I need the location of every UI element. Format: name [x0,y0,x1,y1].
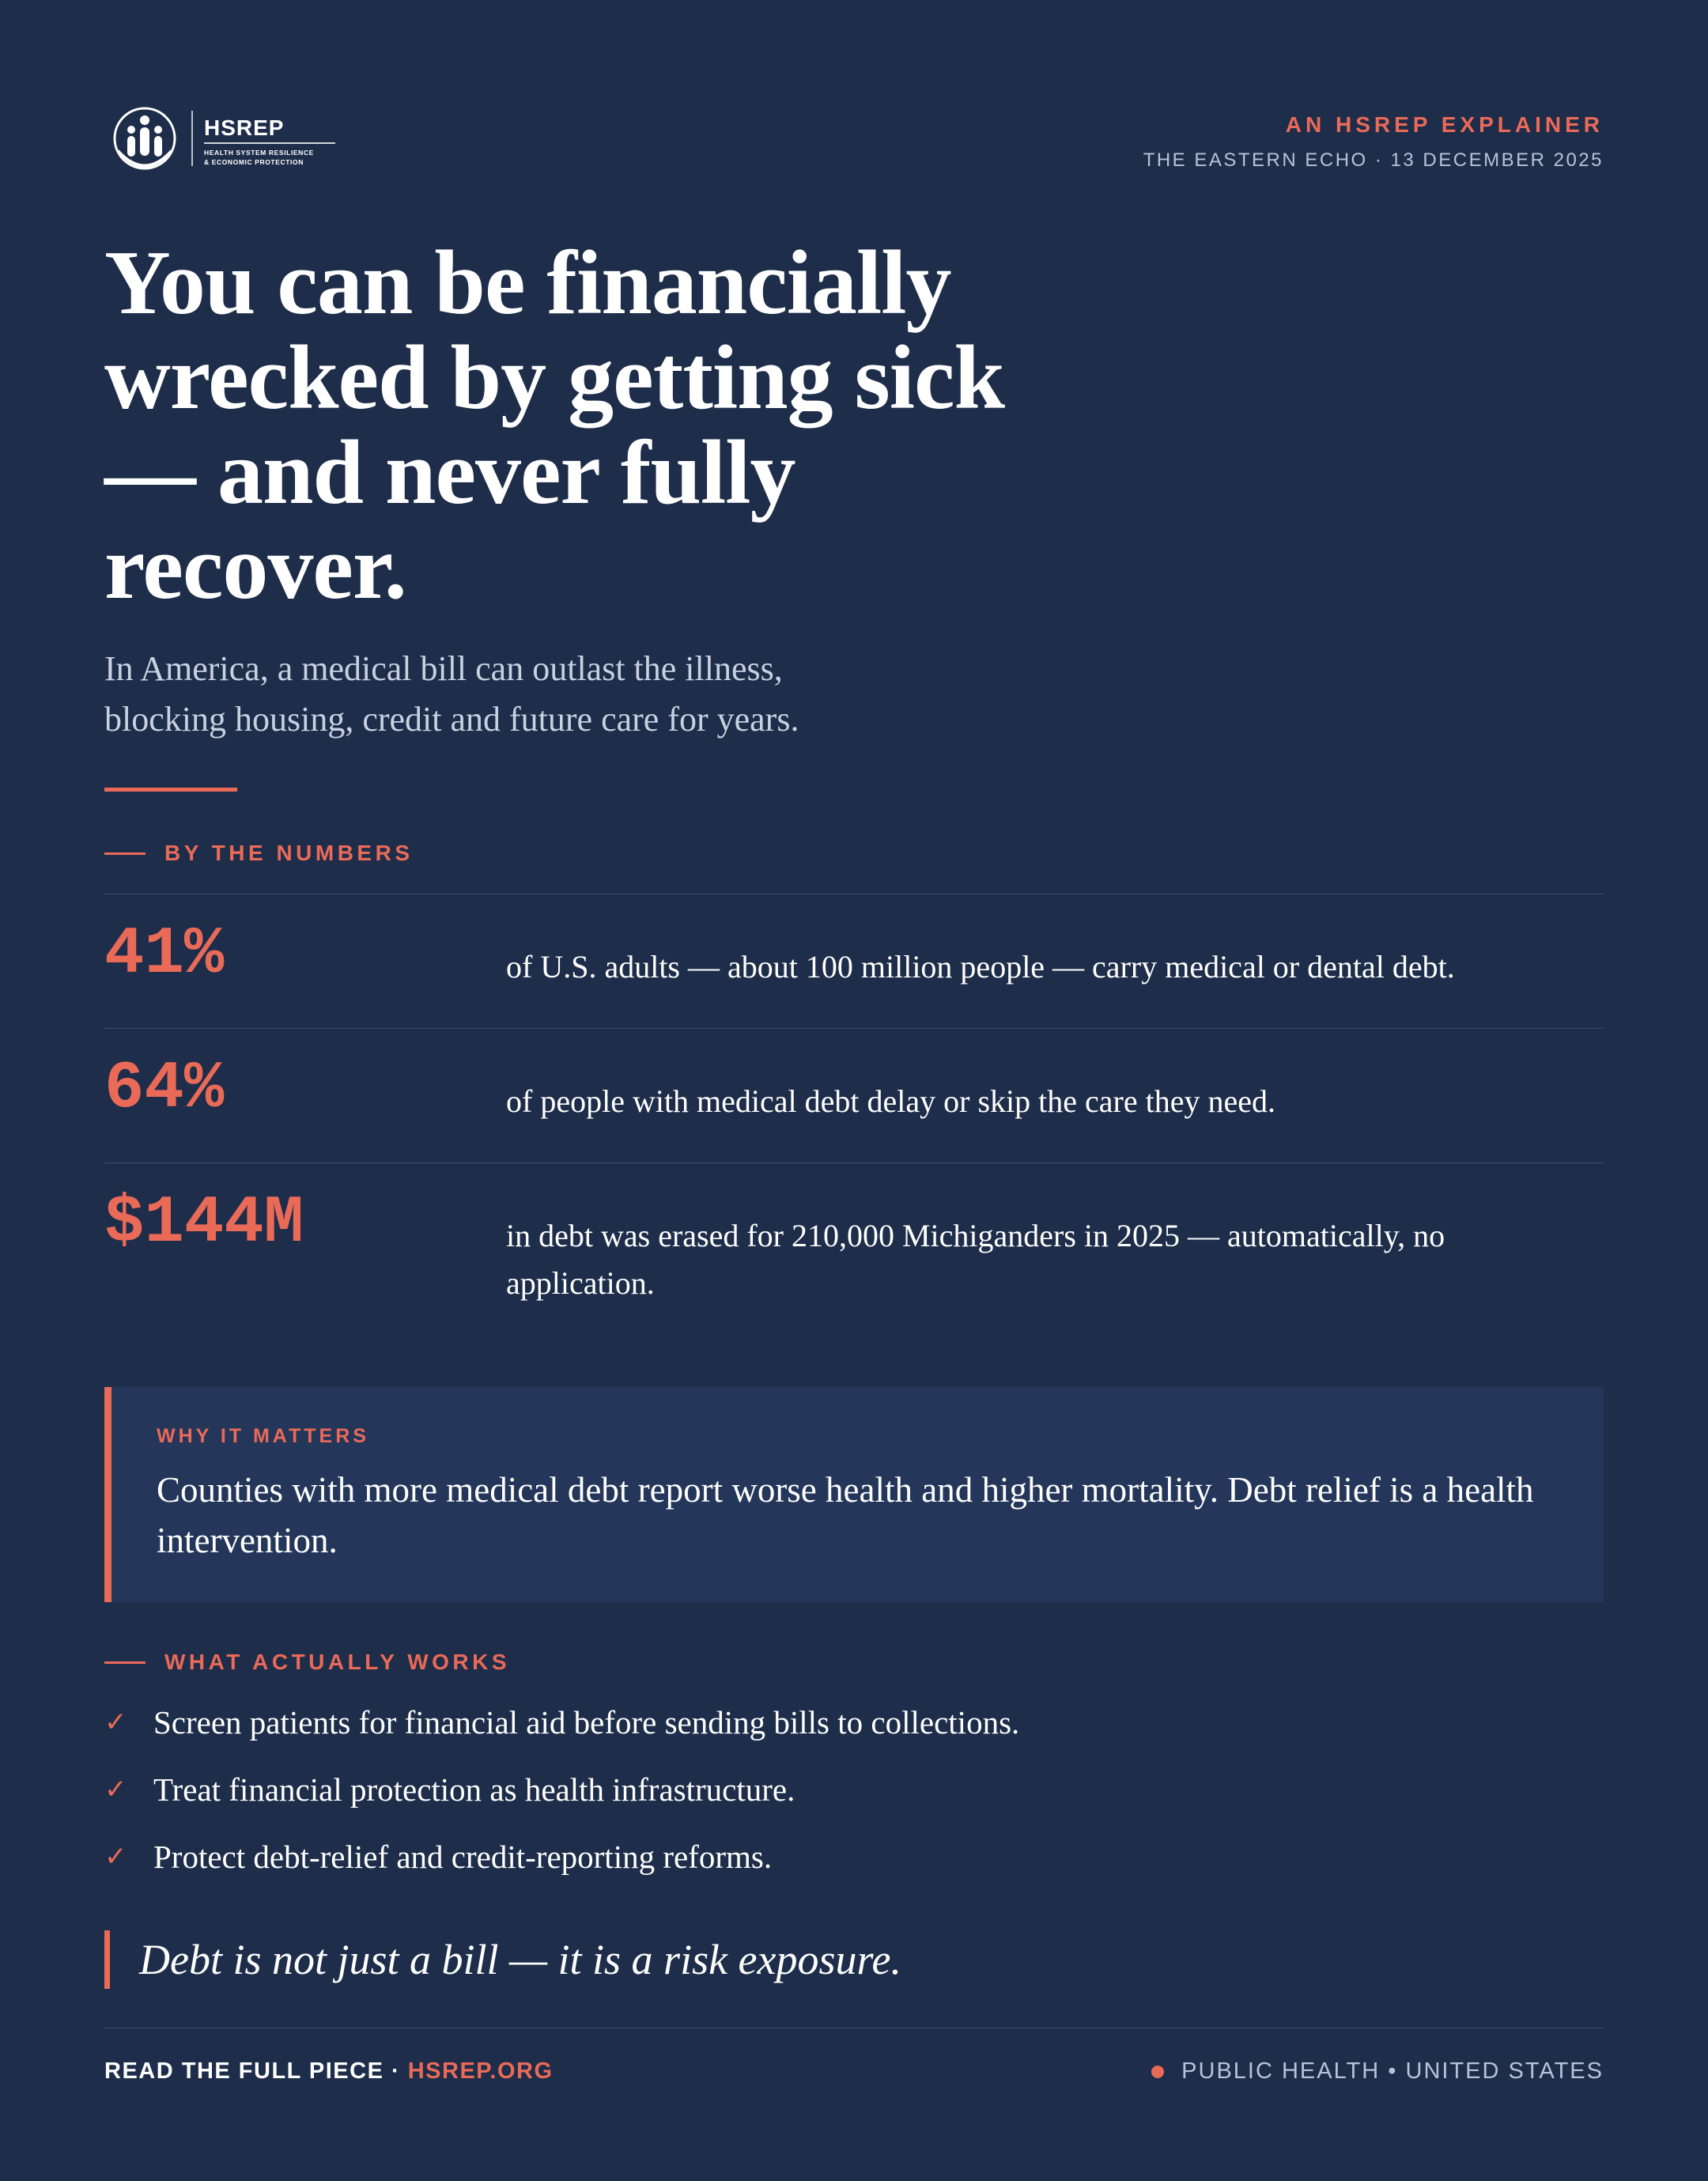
headline [104,232,1132,618]
dek-line-2: blocking housing, credit and future care for years. [104,700,799,739]
section-label-by-the-numbers [104,841,414,866]
headline-line-3: — and never fully [104,422,795,524]
footer-topic-text: PUBLIC HEALTH • UNITED STATES [1181,2058,1604,2084]
logo-tagline-line2: & ECONOMIC PROTECTION [204,158,304,166]
people-in-circle-icon [112,106,177,171]
stat-description: in debt was erased for 210,000 Michiganders in 2025 — automatically, no application. [506,1218,1445,1301]
section-label-what-actually-works [104,1650,510,1675]
logo-divider [191,111,193,166]
checkmark-icon: ✓ [104,1774,127,1805]
callout-accent-bar [104,1387,111,1602]
stat-value: 64% [104,1052,225,1127]
checkmark-icon: ✓ [104,1707,127,1738]
list-item [104,1700,1604,1767]
footer-cta-text: READ THE FULL PIECE · [104,2058,401,2084]
section-dash [104,852,145,855]
why-it-matters-callout [104,1387,1604,1602]
pull-quote [104,1930,1604,1989]
logo-tagline [204,148,314,167]
stat-value: 41% [104,917,225,992]
logo-wordmark: HSREP [204,115,285,140]
headline-line-4: recover. [104,517,406,618]
callout-label: WHY IT MATTERS [157,1425,369,1447]
list-item-text: Protect debt-relief and credit-reporting reforms. [153,1839,773,1875]
checkmark-icon: ✓ [104,1841,127,1873]
section-dash [104,1661,145,1664]
list-item [104,1835,1604,1902]
stat-row [104,894,1604,1028]
headline-line-2: wrecked by getting sick [104,327,1005,429]
stat-row [104,1162,1604,1344]
stat-description: of people with medical debt delay or skip the care they need. [506,1083,1275,1119]
footer-cta [104,2058,554,2085]
callout-text: Counties with more medical debt report worse health and higher mortality. Debt relief is a health intervention. [157,1470,1534,1560]
stat-description: of U.S. adults — about 100 million people — carry medical or dental debt. [506,949,1455,985]
works-list [104,1700,1604,1902]
footer-topic [1151,2058,1604,2085]
dateline: THE EASTERN ECHO · 13 DECEMBER 2025 [1143,149,1604,171]
logo-tagline-line1: HEALTH SYSTEM RESILIENCE [204,149,314,157]
headline-line-1: You can be financially [104,232,951,334]
section-label-text: WHAT ACTUALLY WORKS [164,1650,511,1674]
dek-line-1: In America, a medical bill can outlast the illness, [104,649,783,688]
footer-link[interactable]: HSREP.ORG [407,2058,554,2084]
list-item-text: Treat financial protection as health infrastructure. [153,1771,795,1808]
hsrep-logo [112,103,365,182]
stats-list [104,894,1604,1344]
list-item [104,1767,1604,1835]
dek [104,644,1053,745]
list-item-text: Screen patients for financial aid before sending bills to collections. [153,1704,1020,1741]
explainer-kicker: AN HSREP EXPLAINER [1285,112,1604,137]
stat-row [104,1028,1604,1162]
explainer-page [104,0,1604,2181]
quote-text: Debt is not just a bill — it is a risk exposure. [139,1936,901,1983]
section-label-text: BY THE NUMBERS [164,841,414,865]
accent-rule [104,788,237,792]
quote-accent-bar [104,1930,110,1989]
logo-rule [204,142,335,144]
stat-value: $144M [104,1186,304,1261]
topic-dot-icon [1151,2066,1164,2078]
